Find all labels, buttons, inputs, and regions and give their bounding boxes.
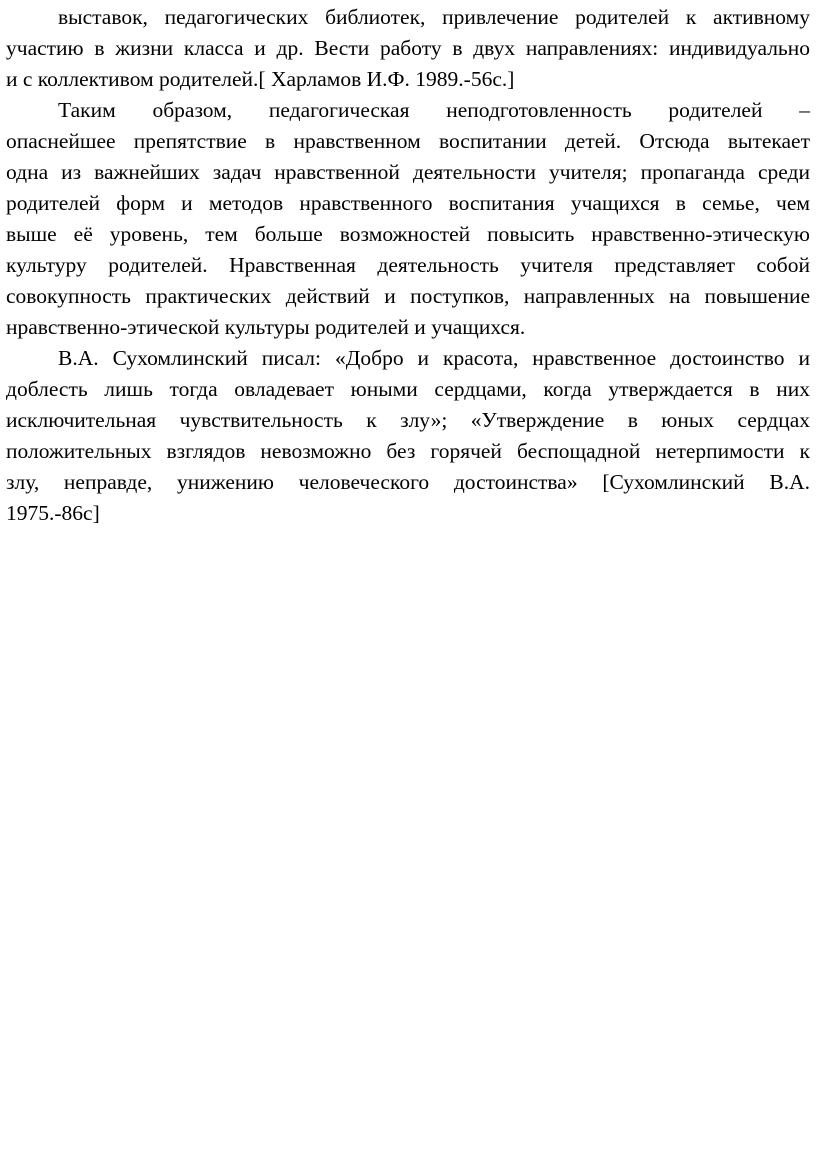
text-line: совокупность практических действий и поступков, направленных на повышение xyxy=(6,284,810,308)
text-line: участию в жизни класса и др. Вести работу в двух направлениях: индивидуально xyxy=(6,36,810,60)
document-page xyxy=(6,2,810,529)
text-line: выше её уровень, тем больше возможностей повысить нравственно-этическую xyxy=(6,222,810,246)
text-line: нравственно-этической культуры родителей и учащихся. xyxy=(6,315,526,339)
paragraph-parental-unpreparedness xyxy=(6,95,810,343)
text-line: исключительная чувствительность к злу»; «Утверждение в юных сердцах xyxy=(6,408,810,432)
text-line: культуру родителей. Нравственная деятельность учителя представляет собой xyxy=(6,253,810,277)
text-line: Таким образом, педагогическая неподготовленность родителей – xyxy=(58,98,810,122)
text-line: родителей форм и методов нравственного воспитания учащихся в семье, чем xyxy=(6,191,810,215)
text-line: 1975.-86с] xyxy=(6,501,100,525)
text-line: одна из важнейших задач нравственной деятельности учителя; пропаганда среди xyxy=(6,160,810,184)
paragraph-sukhomlinsky-quote xyxy=(6,343,810,529)
text-line: выставок, педагогических библиотек, привлечение родителей к активному xyxy=(58,5,810,29)
text-line: доблесть лишь тогда овладевает юными сердцами, когда утверждается в них xyxy=(6,377,810,401)
text-line: злу, неправде, унижению человеческого достоинства» [Сухомлинский В.А. xyxy=(6,470,810,494)
paragraph-continuation xyxy=(6,2,810,95)
text-line: В.А. Сухомлинский писал: «Добро и красота, нравственное достоинство и xyxy=(58,346,810,370)
text-line: опаснейшее препятствие в нравственном воспитании детей. Отсюда вытекает xyxy=(6,129,810,153)
text-line: и с коллективом родителей.[ Харламов И.Ф. 1989.-56с.] xyxy=(6,67,515,91)
text-line: положительных взглядов невозможно без горячей беспощадной нетерпимости к xyxy=(6,439,810,463)
